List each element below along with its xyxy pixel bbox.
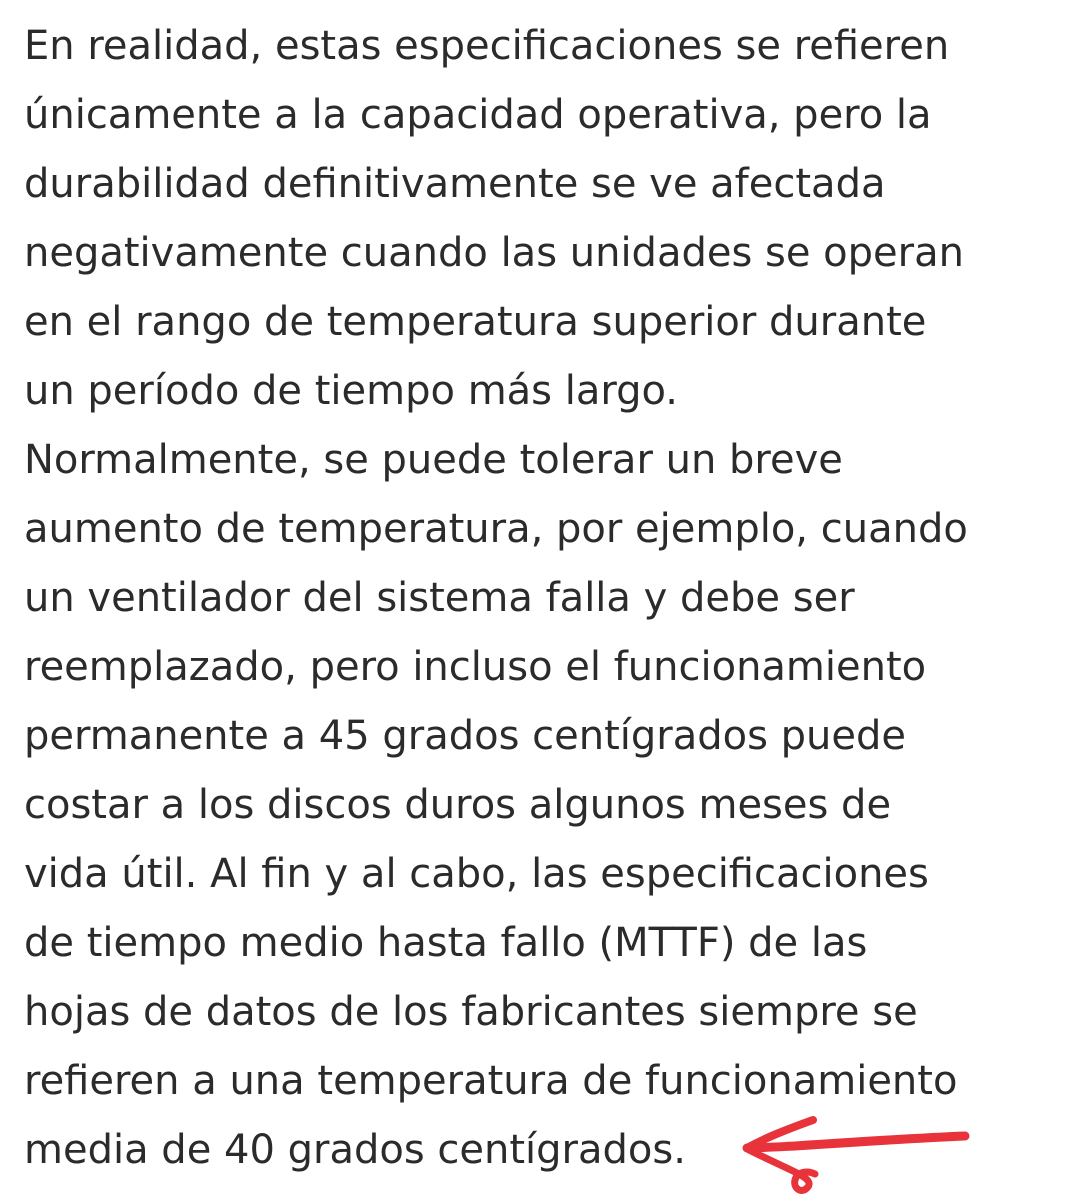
text-line: hojas de datos de los fabricantes siempre se	[24, 989, 918, 1035]
text-line: únicamente a la capacidad operativa, pero la	[24, 92, 932, 138]
text-line: reemplazado, pero incluso el funcionamiento	[24, 644, 927, 690]
text-line: durabilidad definitivamente se ve afectada	[24, 161, 886, 207]
text-line: en el rango de temperatura superior durante	[24, 299, 927, 345]
text-line-highlighted: media de 40 grados centígrados.	[24, 1127, 686, 1173]
text-line: permanente a 45 grados centígrados puede	[24, 713, 907, 759]
text-line: un ventilador del sistema falla y debe ser	[24, 575, 855, 621]
text-line: refieren a una temperatura de funcionamiento	[24, 1058, 958, 1104]
text-line: negativamente cuando las unidades se operan	[24, 230, 964, 276]
red-arrow-annotation-icon	[735, 1108, 985, 1198]
article-text	[24, 12, 1064, 1185]
text-line: En realidad, estas especificaciones se refieren	[24, 23, 950, 69]
text-line: costar a los discos duros algunos meses de	[24, 782, 892, 828]
text-line: de tiempo medio hasta fallo (MTTF) de las	[24, 920, 868, 966]
text-line: Normalmente, se puede tolerar un breve	[24, 437, 843, 483]
text-line: aumento de temperatura, por ejemplo, cuando	[24, 506, 968, 552]
text-line: un período de tiempo más largo.	[24, 368, 678, 414]
text-line: vida útil. Al fin y al cabo, las especificaciones	[24, 851, 929, 897]
